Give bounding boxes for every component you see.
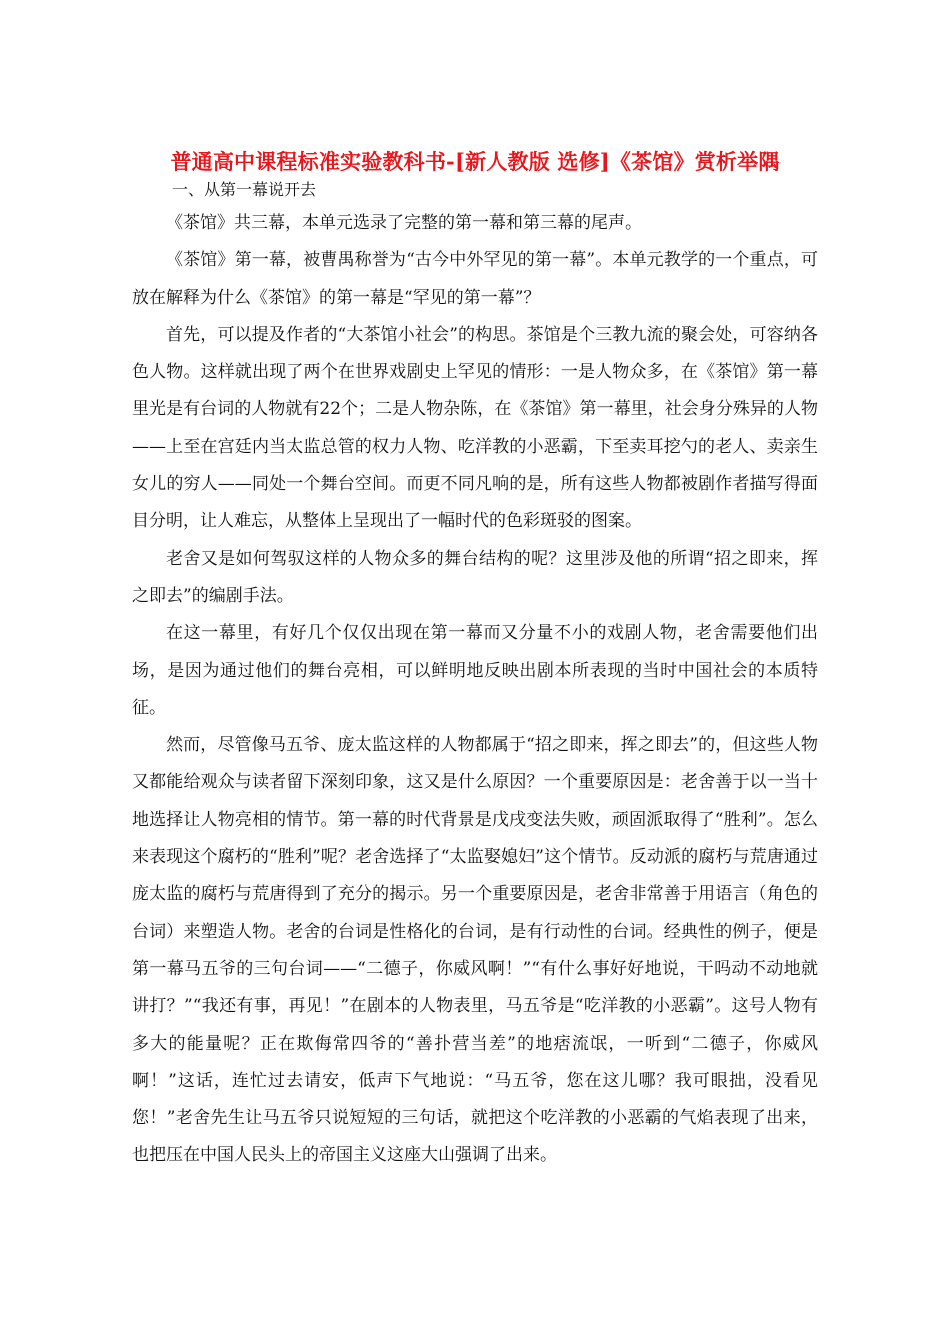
paragraph: 在这一幕里，有好几个仅仅出现在第一幕而又分量不小的戏剧人物，老舍需要他们出场，是因为通过他们的舞台亮相，可以鲜明地反映出剧本所表现的当时中国社会的本质特征。 xyxy=(132,623,818,718)
paragraph: 首先，可以提及作者的“大茶馆小社会”的构思。茶馆是个三教九流的聚会处，可容纳各色人物。这样就出现了两个在世界戏剧史上罕见的情形：一是人物众多，在《茶馆》第一幕里光是有台词的人物就有22个；二是人物杂陈，在《茶馆》第一幕里，社会身分殊异的人物——上至在宫廷内当太监总管的权力人物、吃洋教的小恶霸，下至卖耳挖勺的老人、卖亲生女儿的穷人——同处一个舞台空间。而更不同凡响的是，所有这些人物都被剧作者描写得面目分明，让人难忘，从整体上呈现出了一幅时代的色彩斑驳的图案。 xyxy=(132,324,818,532)
section-heading: 一、从第一幕说开去 xyxy=(172,180,317,199)
paragraph: 然而，尽管像马五爷、庞太监这样的人物都属于“招之即来，挥之即去”的，但这些人物又都能给观众与读者留下深刻印象，这又是什么原因？一个重要原因是：老舍善于以一当十地选择让人物亮相的情节。第一幕的时代背景是戊戌变法失败，顽固派取得了“胜利”。怎么来表现这个腐朽的“胜利”呢？老舍选择了“太监娶媳妇”这个情节。反动派的腐朽与荒唐通过庞太监的腐朽与荒唐得到了充分的揭示。另一个重要原因是，老舍非常善于用语言（角色的台词）来塑造人物。老舍的台词是性格化的台词，是有行动性的台词。经典性的例子，便是第一幕马五爷的三句台词——“二德子，你威风啊！”“有什么事好好地说，干吗动不动地就讲打？”“我还有事，再见！”在剧本的人物表里，马五爷是“吃洋教的小恶霸”。这号人物有多大的能量呢？正在欺侮常四爷的“善扑营当差”的地痞流氓，一听到“二德子，你威风啊！”这话，连忙过去请安，低声下气地说：“马五爷，您在这儿哪？我可眼拙，没看见您！”老舍先生让马五爷只说短短的三句话，就把这个吃洋教的小恶霸的气焰表现了出来，也把压在中国人民头上的帝国主义这座大山强调了出来。 xyxy=(132,735,818,1166)
paragraph: 《茶馆》共三幕，本单元选录了完整的第一幕和第三幕的尾声。 xyxy=(166,213,642,233)
paragraph: 老舍又是如何驾驭这样的人物众多的舞台结构的呢？这里涉及他的所谓“招之即来，挥之即去”的编剧手法。 xyxy=(132,548,818,606)
paragraph: 《茶馆》第一幕，被曹禺称誉为“古今中外罕见的第一幕”。本单元教学的一个重点，可放在解释为什么《茶馆》的第一幕是“罕见的第一幕”？ xyxy=(132,250,818,308)
document-title: 普通高中课程标准实验教科书-[新人教版 选修]《茶馆》赏析举隅 xyxy=(170,149,780,174)
body-text xyxy=(132,205,818,1175)
